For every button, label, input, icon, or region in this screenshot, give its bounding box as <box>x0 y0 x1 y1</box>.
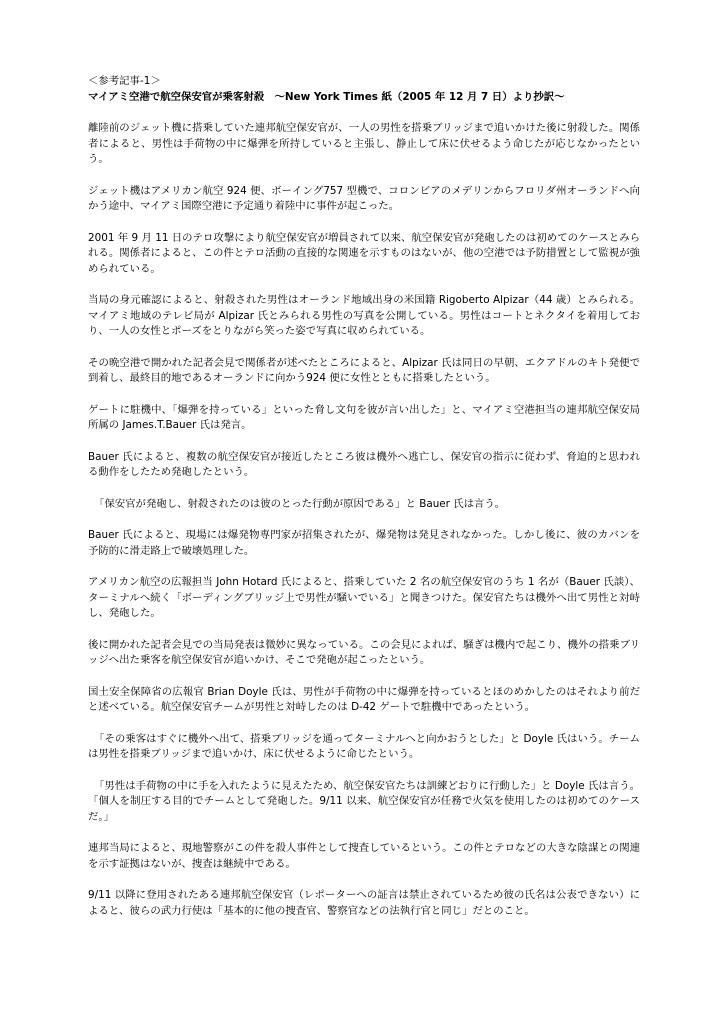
paragraph-13-quote: 「その乗客はすぐに機外へ出て、搭乗ブリッジを通ってターミナルへと向かおうとした」と Doyle 氏はいう。チームは男性を搭乗ブリッジまで追いかけ、床に伏せるように命じたという。 <box>88 732 640 760</box>
paragraph-8-quote: 「保安官が発砲し、射殺されたのは彼のとった行動が原因である」と Bauer 氏は言う。 <box>94 497 506 510</box>
paragraph-6: ゲートに駐機中、「爆弾を持っている」といった脅し文句を彼が言い出した」と、マイアミ空港担当の連邦航空保安局所属の James.T.Bauer 氏は発言。 <box>88 403 640 431</box>
paragraph-10: アメリカン航空の広報担当 John Hotard 氏によると、搭乗していた 2 名の航空保安官のうち 1 名が（Bauer 氏談）、ターミナルへ続く「ボーディングブリッジ上で男性が騒いでいる」と聞きつけた。保安官たちは機外へ出て男性と対峙し、発砲した。 <box>88 576 640 619</box>
paragraph-7: Bauer 氏によると、複数の航空保安官が接近したところ彼は機外へ逃亡し、保安官の指示に従わず、脅迫的と思われる動作をしたため発砲したという。 <box>88 450 640 478</box>
paragraph-12: 国土安全保障省の広報官 Brian Doyle 氏は、男性が手荷物の中に爆弾を持っているとほのめかしたのはそれより前だと述べている。航空保安官チームが男性と対峙したのは D-42 ゲートで駐機中であったという。 <box>88 685 640 713</box>
paragraph-5: その晩空港で開かれた記者会見で関係者が述べたところによると、Alpizar 氏は同日の早朝、エクアドルのキト発便で到着し、最終目的地であるオーランドに向かう924 便に女性とともに搭乗したという。 <box>88 356 640 384</box>
paragraph-4: 当局の身元確認によると、射殺された男性はオーランド地域出身の米国籍 Rigoberto Alpizar（44 歳）とみられる。マイアミ地域のテレビ局が Alpizar 氏とみられる男性の写真を公開している。男性はコートとネクタイを着用しており、一人の女性とポーズをとりながら笑った姿で写真に収められている。 <box>88 294 640 337</box>
paragraph-3: 2001 年 9 月 11 日のテロ攻撃により航空保安官が増員されて以来、航空保安官が発砲したのは初めてのケースとみられる。関係者によると、この件とテロ活動の直接的な関連を示すものはないが、他の空港では予防措置として監視が強められている。 <box>88 231 640 275</box>
paragraph-11: 後に開かれた記者会見での当局発表は微妙に異なっている。この会見によれば、騒ぎは機内で起こり、機外の搭乗ブリッジへ出た乗客を航空保安官が追いかけ、そこで発砲が起こったという。 <box>88 638 640 666</box>
paragraph-9: Bauer 氏によると、現場には爆発物専門家が招集されたが、爆発物は発見されなかった。しかし後に、彼のカバンを予防的に滑走路上で破壊処理した。 <box>88 529 640 557</box>
paragraph-1: 離陸前のジェット機に搭乗していた連邦航空保安官が、一人の男性を搭乗ブリッジまで追いかけた後に射殺した。関係者によると、男性は手荷物の中に爆弾を所持していると主張し、静止して床に伏せるよう命じたが応じなかったという。 <box>88 122 640 165</box>
paragraph-15: 連邦当局によると、現地警察がこの件を殺人事件として捜査しているという。この件とテロなどの大きな陰謀との関連を示す証拠はないが、捜査は継続中である。 <box>88 842 640 870</box>
reference-label: ＜参考記事-1＞ <box>88 75 161 87</box>
paragraph-2: ジェット機はアメリカン航空 924 便、ボーイング757 型機で、コロンビアのメデリンからフロリダ州オーランドへ向かう途中、マイアミ国際空港に予定通り着陸中に事件が起こった。 <box>88 184 640 212</box>
paragraph-14-quote: 「男性は手荷物の中に手を入れたように見えたため、航空保安官たちは訓練どおりに行動した」と Doyle 氏は言う。「個人を制圧する目的でチームとして発砲した。9/11 以来、航空保安官が任務で火気を使用したのは初めてのケースだ。」 <box>88 779 640 823</box>
paragraph-16: 9/11 以降に登用されたある連邦航空保安官（レポーターへの証言は禁止されているため彼の氏名は公表できない）によると、彼らの武力行使は「基本的に他の捜査官、警察官などの法執行官と同じ」だとのこと。 <box>88 889 640 917</box>
document-page <box>88 74 640 935</box>
article-title: マイアミ空港で航空保安官が乗客射殺 ～New York Times 紙（2005 年 12 月 7 日）より抄訳～ <box>88 90 565 103</box>
